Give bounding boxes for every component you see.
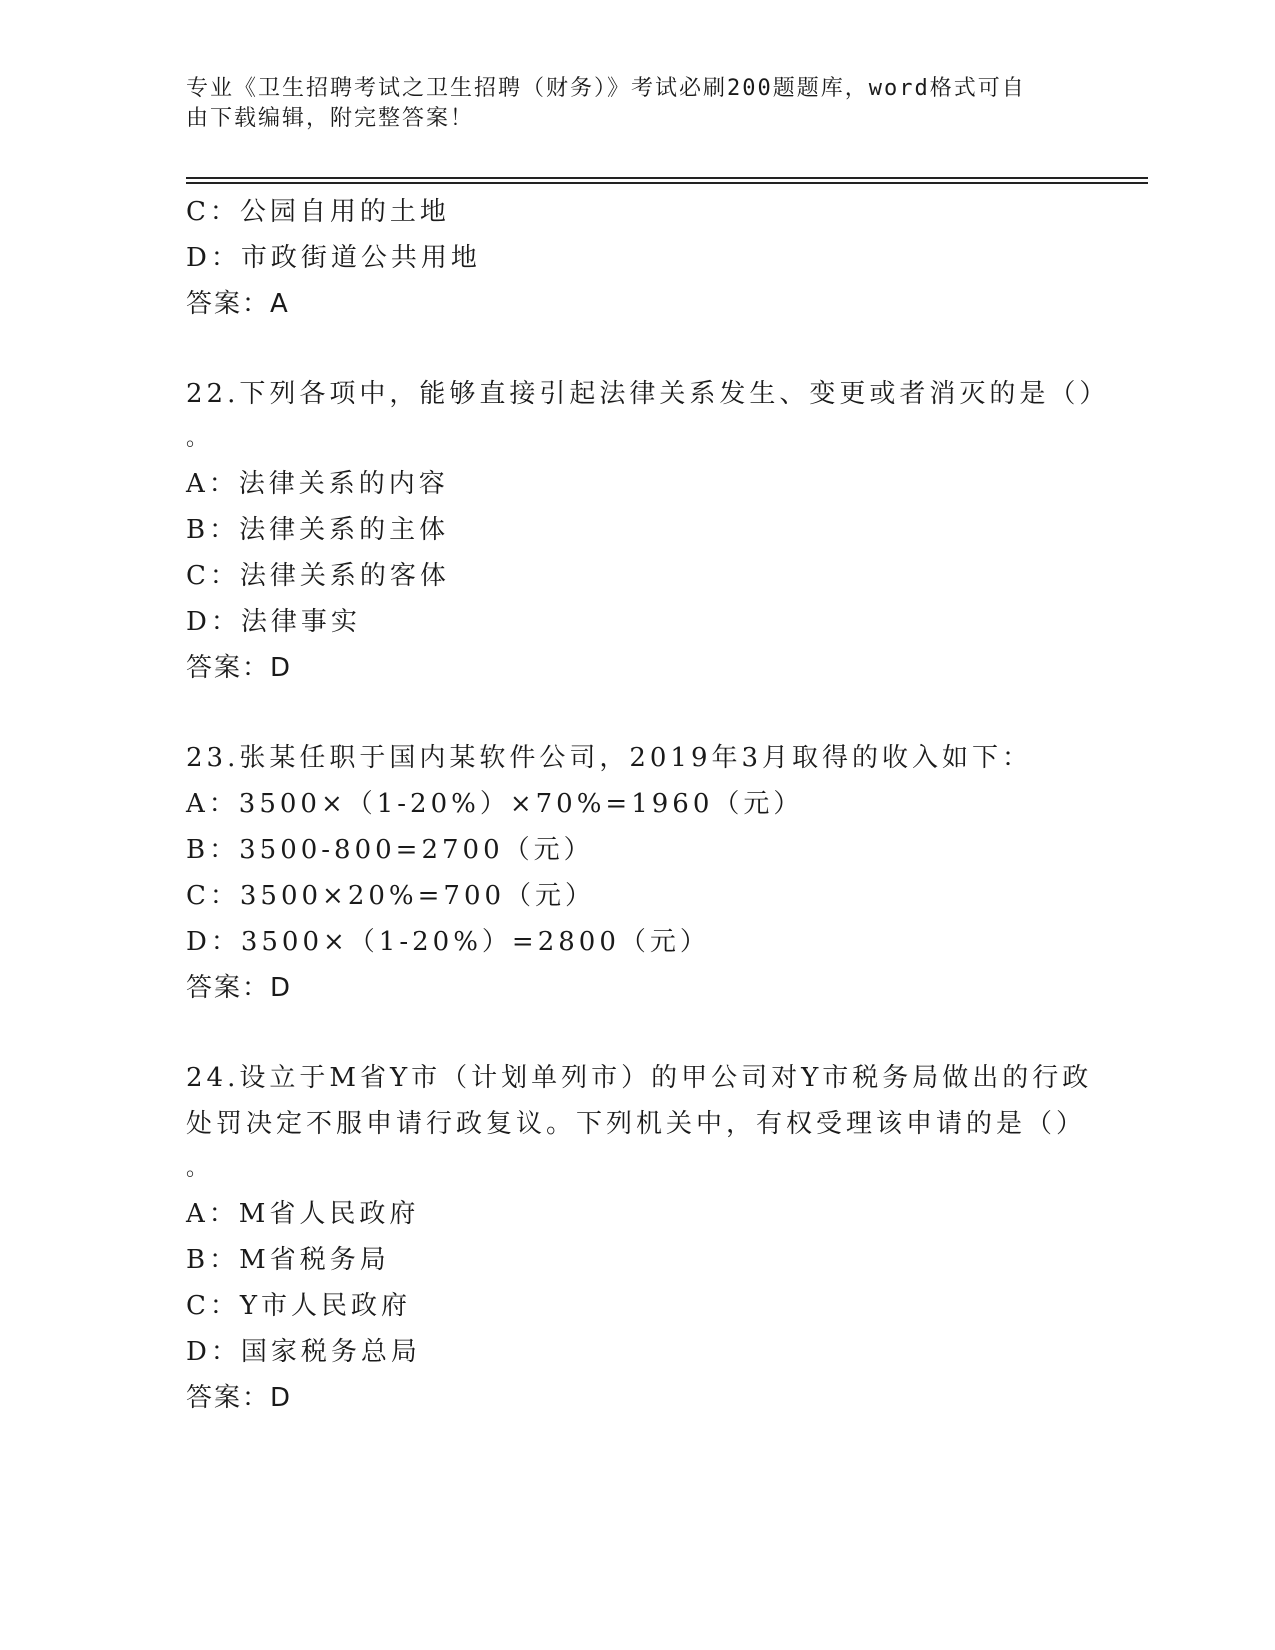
question-block-21-tail	[186, 189, 1086, 327]
option-b: B：法律关系的主体	[186, 515, 450, 545]
question-stem-continuation: 。	[186, 426, 213, 451]
header-divider-bottom	[186, 182, 1148, 184]
header-divider-top	[186, 177, 1148, 179]
answer-label: 答案：A	[186, 289, 290, 319]
question-block-24	[186, 1055, 1093, 1421]
option-b: B：3500-800=2700（元）	[186, 835, 594, 865]
option-d: D：3500×（1-20%）=2800（元）	[186, 927, 710, 957]
question-stem: 22.下列各项中，能够直接引起法律关系发生、变更或者消灭的是（）	[186, 379, 1110, 409]
option-c: C：3500×20%=700（元）	[186, 881, 596, 911]
question-block-22	[186, 371, 1110, 691]
option-d: D：国家税务总局	[186, 1337, 421, 1367]
header-line-1: 专业《卫生招聘考试之卫生招聘（财务）》考试必刷200题题库，word格式可自	[186, 76, 1026, 101]
answer-label: 答案：D	[186, 653, 293, 683]
option-b: B：M省税务局	[186, 1245, 390, 1275]
option-c: C：法律关系的客体	[186, 561, 450, 591]
question-stem-continuation: 。	[186, 1156, 213, 1181]
spacer	[186, 1011, 1086, 1055]
option-a: A：3500×（1-20%）×70%=1960（元）	[186, 789, 804, 819]
answer-label: 答案：D	[186, 973, 293, 1003]
option-c: C：公园自用的土地	[186, 197, 450, 227]
question-block-23	[186, 735, 1086, 1011]
option-d: D：市政街道公共用地	[186, 243, 481, 273]
spacer	[186, 327, 1086, 371]
option-a: A：法律关系的内容	[186, 469, 449, 499]
option-a: A：M省人民政府	[186, 1199, 420, 1229]
option-d: D：法律事实	[186, 607, 361, 637]
question-list	[186, 189, 1110, 1421]
answer-label: 答案：D	[186, 1383, 293, 1413]
spacer	[186, 691, 1086, 735]
document-header	[186, 74, 1066, 134]
option-c: C：Y市人民政府	[186, 1291, 412, 1321]
header-line-2: 由下载编辑，附完整答案！	[186, 106, 475, 131]
question-stem-line-1: 24.设立于M省Y市（计划单列市）的甲公司对Y市税务局做出的行政	[186, 1063, 1093, 1093]
question-stem: 23.张某任职于国内某软件公司，2019年3月取得的收入如下：	[186, 743, 1033, 773]
question-stem-line-2: 处罚决定不服申请行政复议。下列机关中，有权受理该申请的是（）	[186, 1109, 1087, 1139]
